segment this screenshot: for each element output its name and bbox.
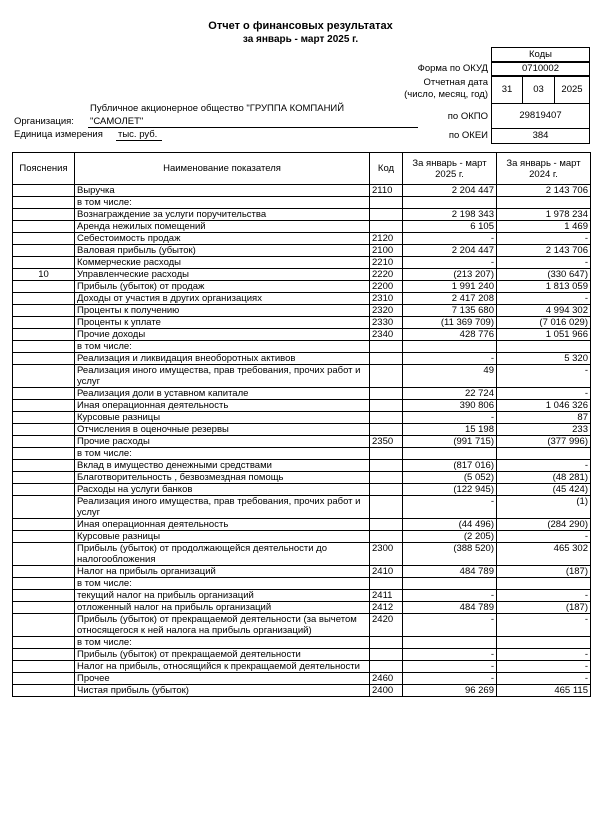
- row-current-value: 22 724: [403, 388, 497, 400]
- row-current-value: 2 198 343: [403, 209, 497, 221]
- row-note: [13, 460, 75, 472]
- row-previous-value: [497, 448, 591, 460]
- row-current-value: -: [403, 590, 497, 602]
- date-label-2: (число, месяц, год): [404, 89, 488, 100]
- row-note: [13, 329, 75, 341]
- row-previous-value: (330 647): [497, 269, 591, 281]
- row-code: 2300: [370, 543, 403, 566]
- row-name: Реализация и ликвидация внеоборотных активов: [75, 353, 370, 365]
- org-name-line-2: "САМОЛЕТ": [90, 116, 144, 127]
- row-previous-value: 4 994 302: [497, 305, 591, 317]
- table-row: [13, 661, 591, 673]
- row-previous-value: (45 424): [497, 484, 591, 496]
- row-previous-value: 1 813 059: [497, 281, 591, 293]
- row-name: Прочие расходы: [75, 436, 370, 448]
- row-code: 2330: [370, 317, 403, 329]
- table-row: [13, 673, 591, 685]
- row-note: [13, 519, 75, 531]
- row-current-value: [403, 341, 497, 353]
- row-code: 2340: [370, 329, 403, 341]
- row-note: [13, 649, 75, 661]
- row-name: Вознаграждение за услуги поручительства: [75, 209, 370, 221]
- row-current-value: (388 520): [403, 543, 497, 566]
- table-row: [13, 460, 591, 472]
- row-note: [13, 578, 75, 590]
- table-row: [13, 317, 591, 329]
- row-current-value: -: [403, 496, 497, 519]
- header-previous-line-1: За январь - март: [506, 157, 581, 169]
- row-previous-value: 465 302: [497, 543, 591, 566]
- row-previous-value: 2 143 706: [497, 185, 591, 197]
- row-code: [370, 496, 403, 519]
- row-current-value: 1 991 240: [403, 281, 497, 293]
- table-row: [13, 519, 591, 531]
- table-row: [13, 424, 591, 436]
- row-note: [13, 543, 75, 566]
- row-previous-value: 5 320: [497, 353, 591, 365]
- table-row: [13, 543, 591, 566]
- row-previous-value: (187): [497, 602, 591, 614]
- row-name: Прибыль (убыток) от продолжающейся деятельности до налогообложения: [75, 543, 370, 566]
- unit-label: Единица измерения: [14, 129, 103, 140]
- row-current-value: -: [403, 233, 497, 245]
- row-current-value: (11 369 709): [403, 317, 497, 329]
- row-current-value: [403, 448, 497, 460]
- table-row: [13, 209, 591, 221]
- row-previous-value: -: [497, 661, 591, 673]
- row-note: [13, 531, 75, 543]
- row-name: Валовая прибыль (убыток): [75, 245, 370, 257]
- row-name: в том числе:: [75, 448, 370, 460]
- header-previous-line-2: 2024 г.: [529, 168, 558, 180]
- table-row: [13, 472, 591, 484]
- row-name: Прочее: [75, 673, 370, 685]
- row-code: [370, 388, 403, 400]
- table-row: [13, 341, 591, 353]
- date-year: 2025: [554, 75, 590, 104]
- row-note: [13, 233, 75, 245]
- row-name: Реализация иного имущества, прав требования, прочих работ и услуг: [75, 365, 370, 388]
- row-current-value: -: [403, 412, 497, 424]
- row-name: в том числе:: [75, 197, 370, 209]
- table-row: [13, 293, 591, 305]
- row-previous-value: (7 016 029): [497, 317, 591, 329]
- row-code: [370, 484, 403, 496]
- table-row: [13, 496, 591, 519]
- row-note: [13, 484, 75, 496]
- row-note: [13, 673, 75, 685]
- row-code: 2411: [370, 590, 403, 602]
- table-row: [13, 269, 591, 281]
- row-previous-value: -: [497, 257, 591, 269]
- row-previous-value: -: [497, 388, 591, 400]
- row-code: [370, 649, 403, 661]
- row-note: [13, 281, 75, 293]
- row-name: в том числе:: [75, 341, 370, 353]
- table-header-row: [13, 153, 591, 185]
- row-code: [370, 424, 403, 436]
- row-note: [13, 436, 75, 448]
- table-row: [13, 448, 591, 460]
- row-current-value: [403, 637, 497, 649]
- table-row: [13, 602, 591, 614]
- header-notes: Пояснения: [13, 153, 75, 185]
- row-note: [13, 365, 75, 388]
- org-label: Организация:: [14, 116, 74, 127]
- row-note: [13, 197, 75, 209]
- row-name: Отчисления в оценочные резервы: [75, 424, 370, 436]
- row-name: Налог на прибыль, относящийся к прекращаемой деятельности: [75, 661, 370, 673]
- table-row: [13, 388, 591, 400]
- report-period: за январь - март 2025 г.: [242, 34, 359, 45]
- row-note: [13, 341, 75, 353]
- row-code: 2220: [370, 269, 403, 281]
- row-code: [370, 460, 403, 472]
- row-current-value: 15 198: [403, 424, 497, 436]
- row-current-value: 49: [403, 365, 497, 388]
- row-name: Реализация иного имущества, прав требования, прочих работ и услуг: [75, 496, 370, 519]
- row-code: 2350: [370, 436, 403, 448]
- row-note: [13, 185, 75, 197]
- row-name: Налог на прибыль организаций: [75, 566, 370, 578]
- table-row: [13, 185, 591, 197]
- row-note: [13, 293, 75, 305]
- table-row: [13, 685, 591, 697]
- row-note: [13, 400, 75, 412]
- table-row: [13, 365, 591, 388]
- row-name: Вклад в имущество денежными средствами: [75, 460, 370, 472]
- row-current-value: (5 052): [403, 472, 497, 484]
- table-row: [13, 484, 591, 496]
- row-note: [13, 590, 75, 602]
- row-current-value: (817 016): [403, 460, 497, 472]
- header-code: Код: [370, 153, 403, 185]
- row-current-value: (122 945): [403, 484, 497, 496]
- row-current-value: -: [403, 649, 497, 661]
- okei-label: по ОКЕИ: [448, 130, 488, 141]
- table-row: [13, 353, 591, 365]
- row-code: [370, 412, 403, 424]
- row-previous-value: -: [497, 673, 591, 685]
- row-code: 2410: [370, 566, 403, 578]
- row-current-value: 2 204 447: [403, 185, 497, 197]
- row-code: [370, 221, 403, 233]
- row-current-value: -: [403, 614, 497, 637]
- row-previous-value: -: [497, 531, 591, 543]
- row-previous-value: 87: [497, 412, 591, 424]
- row-code: [370, 341, 403, 353]
- row-name: Реализация доли в уставном капитале: [75, 388, 370, 400]
- row-note: [13, 209, 75, 221]
- row-previous-value: -: [497, 293, 591, 305]
- row-code: [370, 400, 403, 412]
- row-name: Коммерческие расходы: [75, 257, 370, 269]
- row-previous-value: (48 281): [497, 472, 591, 484]
- org-name-line-1: Публичное акционерное общество "ГРУППА КОМПАНИЙ: [90, 103, 345, 114]
- row-previous-value: -: [497, 614, 591, 637]
- row-note: [13, 257, 75, 269]
- row-name: Прибыль (убыток) от продаж: [75, 281, 370, 293]
- row-name: отложенный налог на прибыль организаций: [75, 602, 370, 614]
- row-note: [13, 448, 75, 460]
- row-name: Расходы на услуги банков: [75, 484, 370, 496]
- row-code: 2100: [370, 245, 403, 257]
- row-code: [370, 353, 403, 365]
- row-previous-value: 2 143 706: [497, 245, 591, 257]
- row-name: Себестоимость продаж: [75, 233, 370, 245]
- row-name: Проценты к уплате: [75, 317, 370, 329]
- row-note: [13, 412, 75, 424]
- row-name: Прочие доходы: [75, 329, 370, 341]
- row-note: [13, 388, 75, 400]
- row-code: [370, 365, 403, 388]
- row-note: [13, 637, 75, 649]
- row-name: текущий налог на прибыль организаций: [75, 590, 370, 602]
- row-previous-value: [497, 578, 591, 590]
- header-previous-period: [497, 153, 591, 185]
- row-current-value: (44 496): [403, 519, 497, 531]
- table-row: [13, 305, 591, 317]
- row-name: Иная операционная деятельность: [75, 400, 370, 412]
- table-row: [13, 329, 591, 341]
- row-code: 2110: [370, 185, 403, 197]
- row-note: 10: [13, 269, 75, 281]
- table-row: [13, 281, 591, 293]
- row-note: [13, 353, 75, 365]
- row-note: [13, 221, 75, 233]
- row-previous-value: -: [497, 233, 591, 245]
- row-current-value: (213 207): [403, 269, 497, 281]
- row-name: Курсовые разницы: [75, 531, 370, 543]
- row-note: [13, 305, 75, 317]
- row-previous-value: (1): [497, 496, 591, 519]
- row-name: Проценты к получению: [75, 305, 370, 317]
- row-current-value: 390 806: [403, 400, 497, 412]
- row-code: 2200: [370, 281, 403, 293]
- date-month: 03: [522, 75, 555, 104]
- row-previous-value: -: [497, 460, 591, 472]
- row-code: 2460: [370, 673, 403, 685]
- row-current-value: -: [403, 661, 497, 673]
- row-previous-value: 1 978 234: [497, 209, 591, 221]
- row-previous-value: (284 290): [497, 519, 591, 531]
- table-row: [13, 566, 591, 578]
- row-code: 2320: [370, 305, 403, 317]
- row-note: [13, 245, 75, 257]
- table-row: [13, 412, 591, 424]
- financial-results-table: [12, 152, 591, 697]
- row-name: Иная операционная деятельность: [75, 519, 370, 531]
- table-row: [13, 257, 591, 269]
- table-row: [13, 578, 591, 590]
- header-current-line-1: За январь - март: [412, 157, 487, 169]
- table-row: [13, 197, 591, 209]
- okpo-label: по ОКПО: [447, 111, 488, 122]
- table-row: [13, 649, 591, 661]
- row-code: [370, 472, 403, 484]
- report-title: Отчет о финансовых результатах: [208, 20, 393, 32]
- row-note: [13, 614, 75, 637]
- okpo-value: 29819407: [491, 103, 590, 129]
- row-current-value: 428 776: [403, 329, 497, 341]
- row-previous-value: [497, 341, 591, 353]
- table-row: [13, 233, 591, 245]
- row-name: Управленческие расходы: [75, 269, 370, 281]
- row-note: [13, 472, 75, 484]
- unit-underline: [116, 140, 162, 141]
- row-code: 2120: [370, 233, 403, 245]
- table-row: [13, 531, 591, 543]
- row-current-value: 7 135 680: [403, 305, 497, 317]
- row-current-value: 2 204 447: [403, 245, 497, 257]
- row-note: [13, 602, 75, 614]
- row-code: [370, 197, 403, 209]
- row-code: 2210: [370, 257, 403, 269]
- date-label-1: Отчетная дата: [423, 77, 488, 88]
- row-previous-value: 1 051 966: [497, 329, 591, 341]
- table-row: [13, 245, 591, 257]
- row-name: Доходы от участия в других организациях: [75, 293, 370, 305]
- row-current-value: -: [403, 353, 497, 365]
- row-current-value: (991 715): [403, 436, 497, 448]
- codes-heading: Коды: [491, 47, 590, 63]
- row-current-value: 484 789: [403, 566, 497, 578]
- org-underline: [88, 127, 418, 128]
- table-row: [13, 614, 591, 637]
- row-code: [370, 448, 403, 460]
- row-current-value: 96 269: [403, 685, 497, 697]
- row-current-value: 2 417 208: [403, 293, 497, 305]
- row-previous-value: [497, 637, 591, 649]
- row-current-value: (2 205): [403, 531, 497, 543]
- row-previous-value: 233: [497, 424, 591, 436]
- okud-value: 0710002: [491, 61, 590, 77]
- row-code: [370, 519, 403, 531]
- row-code: 2310: [370, 293, 403, 305]
- row-name: Чистая прибыль (убыток): [75, 685, 370, 697]
- row-name: Прибыль (убыток) от прекращаемой деятельности: [75, 649, 370, 661]
- row-code: 2400: [370, 685, 403, 697]
- row-name: Прибыль (убыток) от прекращаемой деятельности (за вычетом относящегося к ней налога на прибыль организаций): [75, 614, 370, 637]
- row-name: Благотворительность , безвозмездная помощь: [75, 472, 370, 484]
- row-previous-value: 1 046 326: [497, 400, 591, 412]
- row-previous-value: -: [497, 365, 591, 388]
- table-row: [13, 221, 591, 233]
- row-previous-value: 1 469: [497, 221, 591, 233]
- row-previous-value: -: [497, 649, 591, 661]
- row-note: [13, 685, 75, 697]
- row-code: [370, 637, 403, 649]
- table-row: [13, 637, 591, 649]
- row-note: [13, 661, 75, 673]
- table-row: [13, 400, 591, 412]
- row-name: Аренда нежилых помещений: [75, 221, 370, 233]
- row-name: Выручка: [75, 185, 370, 197]
- row-code: [370, 209, 403, 221]
- row-previous-value: -: [497, 590, 591, 602]
- unit-value: тыс. руб.: [118, 129, 158, 140]
- row-code: [370, 578, 403, 590]
- date-day: 31: [491, 75, 523, 104]
- row-previous-value: [497, 197, 591, 209]
- row-current-value: 6 105: [403, 221, 497, 233]
- row-code: [370, 661, 403, 673]
- row-previous-value: (187): [497, 566, 591, 578]
- row-previous-value: 465 115: [497, 685, 591, 697]
- row-code: 2412: [370, 602, 403, 614]
- row-current-value: -: [403, 257, 497, 269]
- row-name: в том числе:: [75, 637, 370, 649]
- row-note: [13, 566, 75, 578]
- header-current-line-2: 2025 г.: [435, 168, 464, 180]
- row-current-value: [403, 578, 497, 590]
- row-note: [13, 424, 75, 436]
- header-name: Наименование показателя: [75, 153, 370, 185]
- okud-label: Форма по ОКУД: [417, 63, 488, 74]
- row-code: [370, 531, 403, 543]
- row-previous-value: (377 996): [497, 436, 591, 448]
- row-name: Курсовые разницы: [75, 412, 370, 424]
- row-current-value: 484 789: [403, 602, 497, 614]
- row-name: в том числе:: [75, 578, 370, 590]
- table-row: [13, 436, 591, 448]
- table-row: [13, 590, 591, 602]
- header-current-period: [403, 153, 497, 185]
- row-code: 2420: [370, 614, 403, 637]
- okei-value: 384: [491, 128, 590, 144]
- row-current-value: [403, 197, 497, 209]
- row-note: [13, 496, 75, 519]
- row-note: [13, 317, 75, 329]
- row-current-value: -: [403, 673, 497, 685]
